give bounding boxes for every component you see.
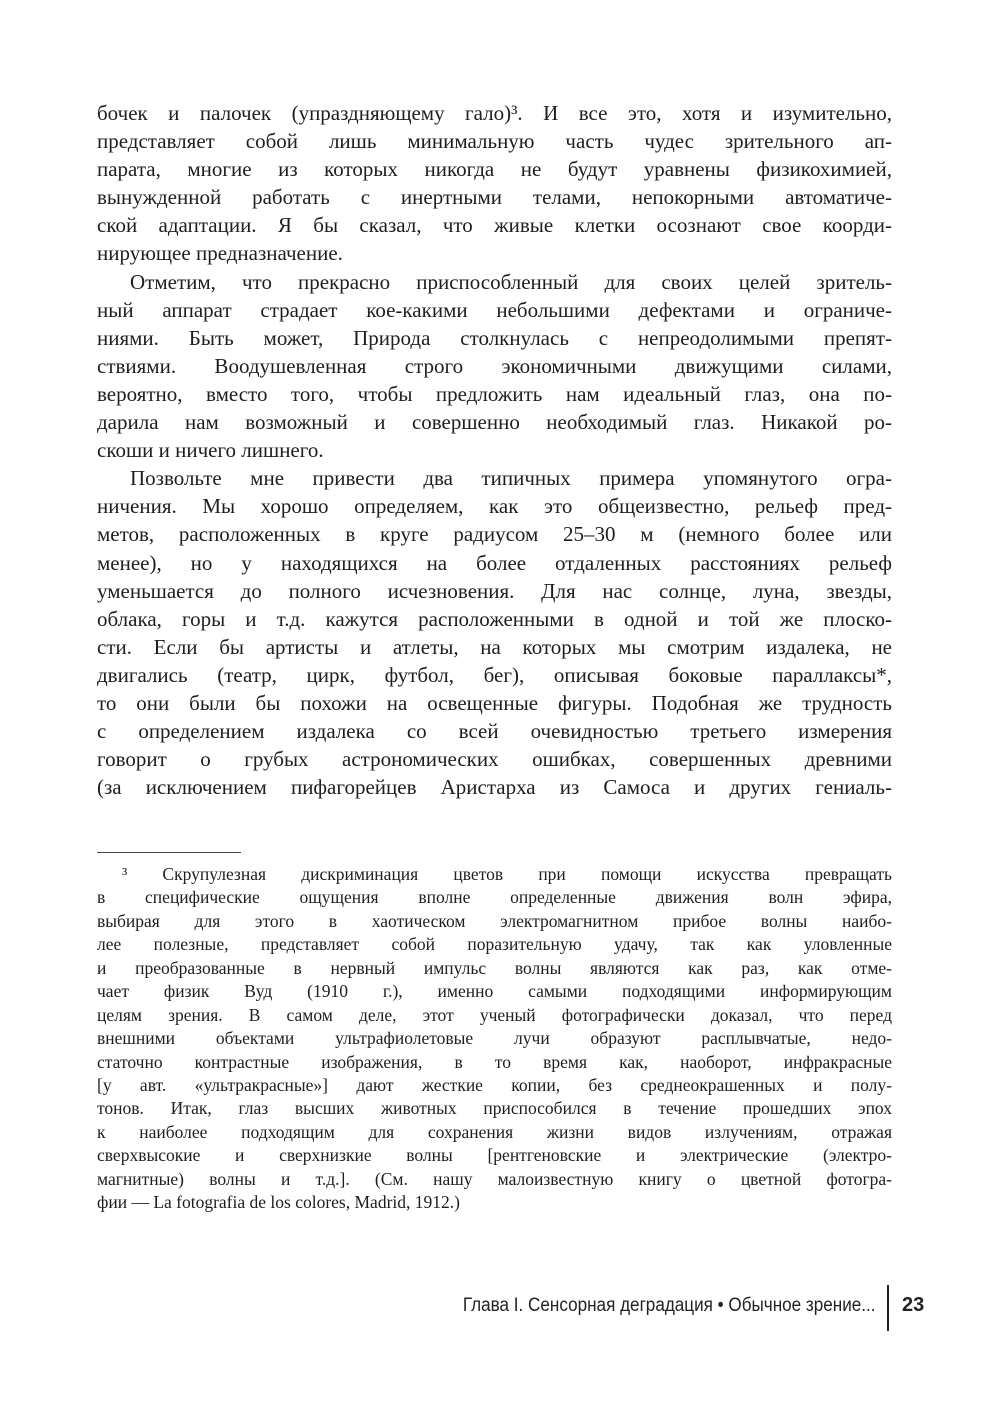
- text-line: нирующее предназначение.: [97, 241, 343, 266]
- text-line: тонов. Итак, глаз высших животных приспособился в течение прошедших эпох: [97, 1098, 892, 1119]
- text-line: скоши и ничего лишнего.: [97, 438, 324, 463]
- text-line: менее), но у находящихся на более отдаленных расстояниях рельеф: [97, 550, 892, 575]
- text-line: сти. Если бы артисты и атлеты, на которых мы смотрим издалека, не: [97, 634, 892, 659]
- text-line: ³ Скрупулезная дискриминация цветов при помощи искусства превращать: [122, 864, 892, 884]
- main-text: [97, 99, 892, 801]
- text-line: Отметим, что прекрасно приспособленный для своих целей зритель-: [130, 269, 892, 294]
- text-line: сверхвысокие и сверхнизкие волны [рентгеновские и электрические (электро-: [97, 1145, 892, 1166]
- text-line: лее полезные, представляет собой поразительную удачу, так как уловленные: [97, 934, 892, 955]
- text-line: облака, горы и т.д. кажутся расположенными в одной и той же плоско-: [97, 606, 892, 631]
- text-line: внешними объектами ультрафиолетовые лучи образуют расплывчатые, недо-: [97, 1028, 892, 1049]
- text-line: к наиболее подходящим для сохранения жизни видов излучениям, отражая: [97, 1121, 892, 1142]
- page-number: 23: [902, 1294, 925, 1316]
- text-line: [у авт. «ультракрасные»] дают жесткие копии, без среднеокрашенных и полу-: [97, 1074, 892, 1095]
- text-line: целям зрения. В самом деле, этот ученый фотографически доказал, что перед: [97, 1004, 892, 1025]
- text-line: (за исключением пифагорейцев Аристарха из Самоса и других гениаль-: [97, 775, 892, 800]
- page-footer: [0, 1289, 1000, 1329]
- text-line: парата, многие из которых никогда не будут уравнены физикохимией,: [97, 157, 892, 182]
- text-line: с определением издалека со всей очевидностью третьего измерения: [97, 719, 892, 744]
- text-line: магнитные) волны и т.д.]. (См. нашу малоизвестную книгу о цветной фотогра-: [97, 1168, 892, 1189]
- footnote: [97, 863, 892, 1215]
- text-line: вынужденной работать с инертными телами, непокорными автоматиче-: [97, 185, 892, 210]
- text-line: ный аппарат страдает кое-какими небольшими дефектами и ограниче-: [97, 297, 892, 322]
- text-line: ствиями. Воодушевленная строго экономичными движущими силами,: [97, 353, 892, 378]
- footer-divider: [887, 1285, 889, 1331]
- text-line: уменьшается до полного исчезновения. Для нас солнце, луна, звезды,: [97, 578, 892, 603]
- text-line: метов, расположенных в круге радиусом 25–30 м (немного более или: [97, 522, 892, 547]
- text-line: выбирая для этого в хаотическом электромагнитном прибое волны наибо-: [97, 910, 892, 931]
- text-line: двигались (театр, цирк, футбол, бег), описывая боковые параллаксы*,: [97, 662, 892, 687]
- text-line: дарила нам возможный и совершенно необходимый глаз. Никакой ро-: [97, 410, 892, 435]
- text-line: чает физик Вуд (1910 г.), именно самыми подходящими информирующим: [97, 981, 892, 1002]
- text-line: ничения. Мы хорошо определяем, как это общеизвестно, рельеф пред-: [97, 494, 892, 519]
- running-head: Глава I. Сенсорная деградация • Обычное зрение...: [463, 1295, 876, 1316]
- text-line: и преобразованные в нервный импульс волны являются как раз, как отме-: [97, 957, 892, 978]
- footnote-divider: [97, 852, 241, 853]
- text-line: говорит о грубых астрономических ошибках, совершенных древними: [97, 747, 892, 772]
- text-line: ниями. Быть может, Природа столкнулась с непреодолимыми препят-: [97, 325, 892, 350]
- text-line: вероятно, вместо того, чтобы предложить нам идеальный глаз, она по-: [97, 381, 892, 406]
- text-line: ской адаптации. Я бы сказал, что живые клетки осознают свое коорди-: [97, 213, 892, 238]
- text-line: Позвольте мне привести два типичных примера упомянутого огра-: [130, 466, 892, 491]
- text-line: то они были бы похожи на освещенные фигуры. Подобная же трудность: [97, 690, 892, 715]
- text-line: бочек и палочек (упраздняющему гало)³. И все это, хотя и изумительно,: [97, 101, 892, 125]
- text-line: фии — La fotografia de los colores, Madrid, 1912.): [97, 1192, 460, 1213]
- text-line: представляет собой лишь минимальную часть чудес зрительного ап-: [97, 129, 892, 154]
- text-line: в специфические ощущения вполне определенные движения волн эфира,: [97, 887, 892, 908]
- text-line: статочно контрастные изображения, в то время как, наоборот, инфракрасные: [97, 1051, 892, 1072]
